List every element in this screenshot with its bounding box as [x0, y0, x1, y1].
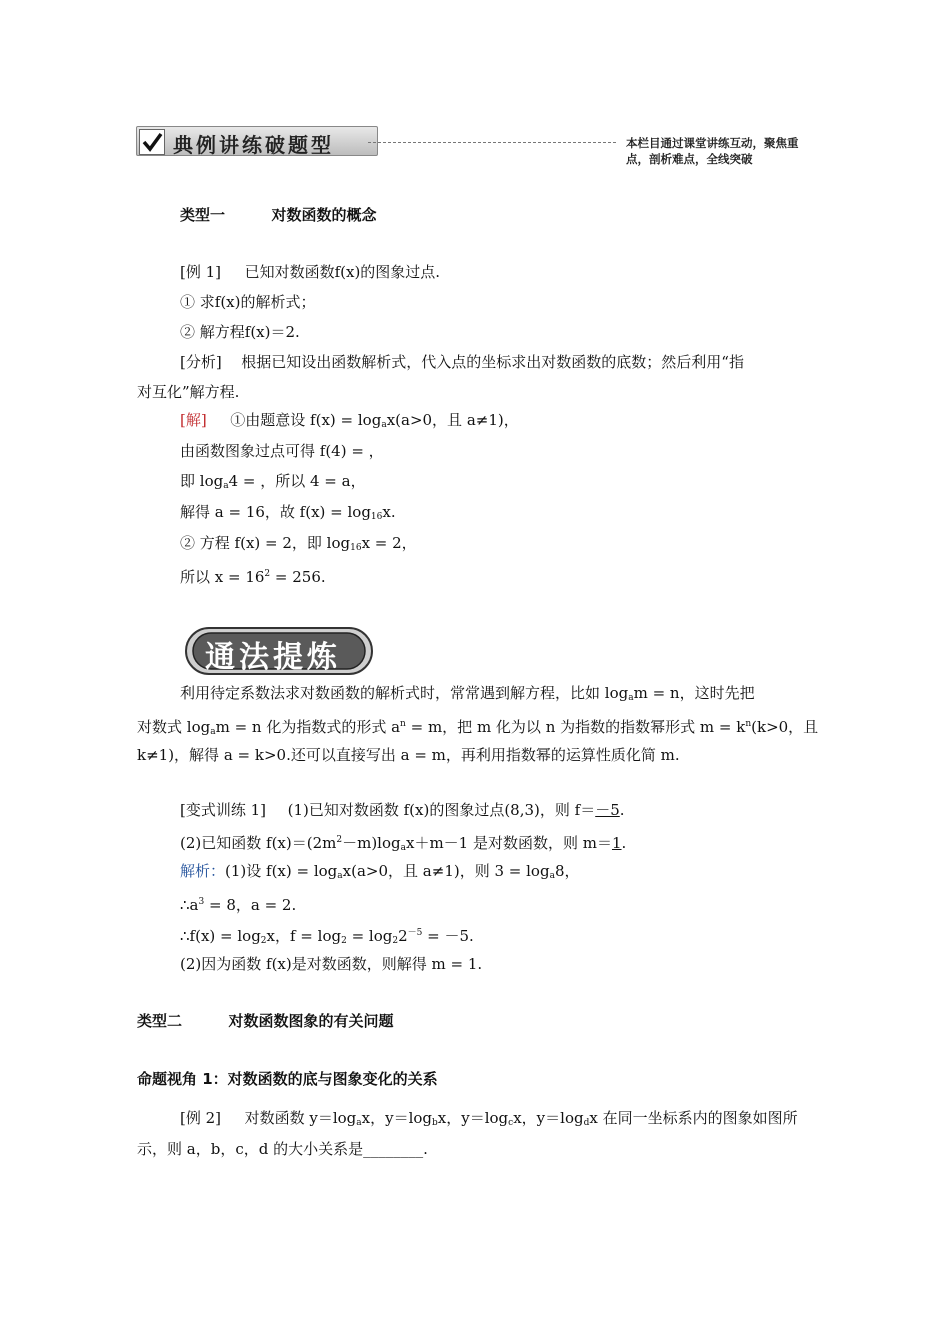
section-banner	[136, 126, 806, 166]
ex1-analysis	[180, 352, 744, 372]
ex1-solution-3: 即 $\log_a4$ = ，所以 4 = a，	[180, 472, 366, 491]
method-line-2: 对数式 $\log_am = n$ 化为指数式的形式 $a^n = m$，把 m 化为以 n 为指数的指数幂形式 $m = k^n(k>0$，且	[137, 718, 819, 737]
angle1-heading: 命题视角 1：对数函数的底与图象变化的关系	[137, 1070, 438, 1088]
analysis-text-2: 对互化”解方程.	[137, 383, 240, 401]
type1-label: 类型一	[180, 206, 226, 224]
type2-label: 类型二	[137, 1012, 183, 1030]
ex1-solution-6: 所以 $x = 16^2 = 256$.	[180, 568, 326, 586]
var1-tag: [变式训练 1]	[180, 801, 267, 819]
var1-solution-2: $\therefore a^3 = 8$，a = 2.	[180, 896, 297, 914]
method-line-1: 利用待定系数法求对数函数的解析式时，常常遇到解方程，比如 $\log_am = n$，这时先把	[180, 684, 755, 703]
var1-answer-1: －5	[595, 801, 620, 819]
type2-heading	[137, 1011, 394, 1031]
ex2-line-1: [例 2] 对数函数 $y=\log_ax$，$y=\log_bx$，$y=\log_cx$，$y=\log_dx$ 在同一坐标系内的图象如图所	[180, 1109, 798, 1128]
type1-title: 对数函数的概念	[271, 206, 377, 224]
checkmark-icon	[139, 129, 165, 155]
type1-heading	[180, 205, 377, 225]
method-line-3: k≠1)，解得 a = k>0.还可以直接写出 a = m，再利用指数幂的运算性质化简 m.	[137, 746, 680, 764]
ex1-solution-5: ② 方程 f(x) = 2，即 $\log_{16}x = 2$，	[180, 534, 417, 553]
analysis-text-1: 根据已知设出函数解析式，代入点的坐标求出对数函数的底数；然后利用“指	[241, 353, 744, 371]
ex1-part2: ② 解方程f(x)＝2.	[180, 323, 300, 341]
ex1-text: 已知对数函数f(x)的图象过点.	[244, 263, 441, 281]
var1-question-1: [变式训练 1] (1)已知对数函数 f(x)的图象过点(8,3)，则 f＝－5.	[180, 801, 625, 819]
solution-tag: [解]	[180, 411, 207, 429]
banner-title: 典例讲练破题型	[173, 133, 334, 157]
var1-answer-2: 1	[611, 834, 622, 852]
var1-solution-4: (2)因为函数 f(x)是对数函数，则解得 m = 1.	[180, 955, 483, 973]
var1-solution-3: ∴f(x) = $\log_2x$，$f = \log_2 = \log_22^{-5} = -5$.	[180, 927, 474, 946]
ex2-line-2: 示，则 a，b，c，d 的大小关系是________.	[137, 1140, 428, 1158]
ex1-question	[180, 262, 440, 282]
analysis-tag: [分析]	[180, 353, 222, 371]
ex1-solution-2: 由函数图象过点可得 f(4) = ，	[180, 442, 384, 460]
banner-note: 本栏目通过课堂讲练互动，聚焦重点，剖析难点，全线突破	[626, 136, 799, 166]
banner-bar	[136, 126, 378, 156]
ex1-part1: ① 求f(x)的解析式；	[180, 293, 316, 311]
ex2-tag: [例 2]	[180, 1109, 222, 1127]
method-summary-title: 通法提炼	[205, 640, 341, 675]
type2-title: 对数函数图象的有关问题	[228, 1012, 394, 1030]
ex1-solution-4: 解得 a = 16，故 $f(x) = \log_{16}x$.	[180, 503, 396, 522]
var1-question-2: (2)已知函数 $f(x)=(2m^2-m)\log_ax+m-1$ 是对数函数，则 m＝1.	[180, 834, 627, 853]
banner-divider	[368, 142, 616, 143]
var1-solution-1: 解析：(1)设 $f(x) = \log_ax(a>0$，且 a≠1)，则 $3 = \log_a8$，	[180, 862, 580, 881]
var1-solution-tag: 解析：	[180, 862, 226, 880]
ex1-tag: [例 1]	[180, 263, 222, 281]
method-summary-badge	[183, 623, 375, 677]
ex1-solution-1: [解] ①由题意设 $f(x) = \log_ax(a>0$，且 a≠1)，	[180, 411, 519, 430]
